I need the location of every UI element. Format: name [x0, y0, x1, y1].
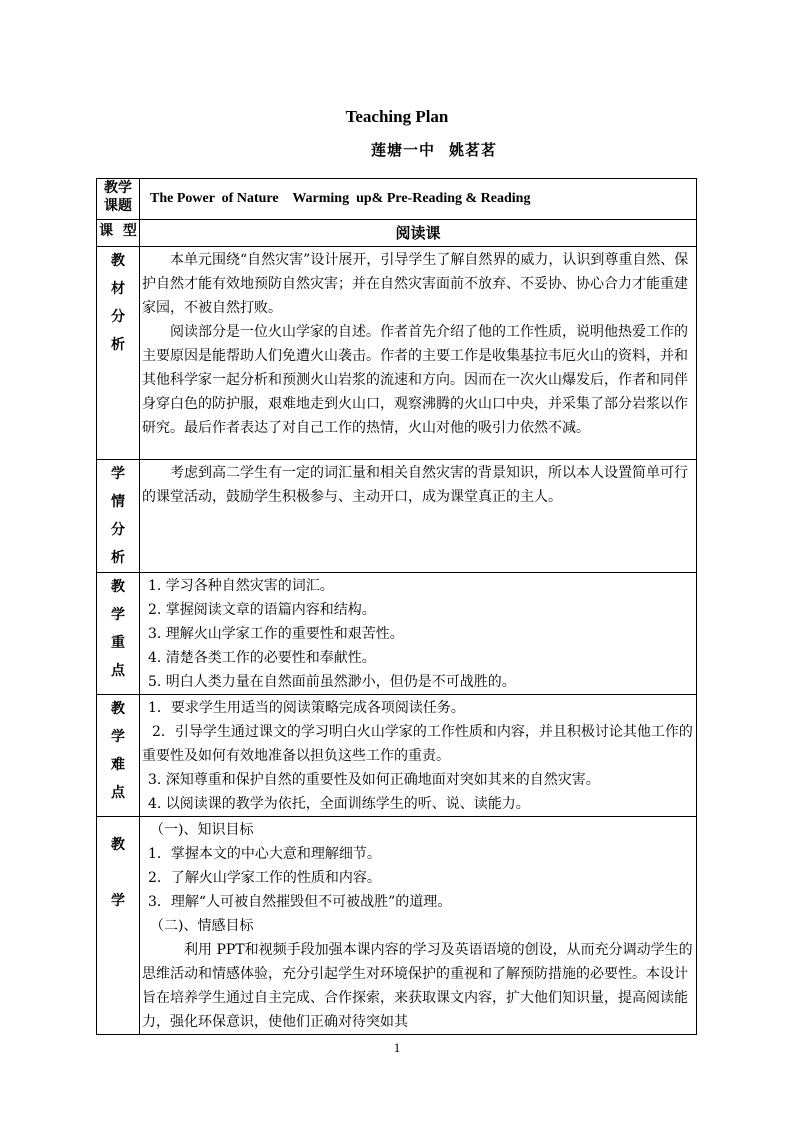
objectives-section1-title: （一)、知识目标 — [150, 822, 254, 838]
key-points-label: 教 学 重 点 — [97, 573, 140, 695]
row-objectives — [97, 817, 697, 1035]
key-point-item: 3. 理解火山学家工作的重要性和艰苦性。 — [148, 626, 404, 642]
difficulties-label: 教 学 难 点 — [97, 695, 140, 817]
objectives-cell — [140, 817, 697, 1035]
author-name: 姚茗茗 — [449, 141, 498, 159]
difficulty-item: 4. 以阅读课的教学为依托，全面训练学生的听、说、读能力。 — [148, 796, 530, 812]
material-cell — [140, 247, 697, 460]
topic-label: 教学 课题 — [97, 179, 140, 220]
difficulty-item: 1．要求学生用适当的阅读策略完成各项阅读任务。 — [148, 700, 465, 716]
topic-value: The Power of Nature Warming up& Pre-Reading & Reading — [150, 191, 531, 206]
material-label: 教 材 分 析 — [97, 247, 140, 460]
objective-item: 3．理解“人可被自然摧毁但不可被战胜”的道理。 — [148, 894, 452, 910]
type-cell — [140, 220, 697, 247]
objectives-section2-paragraph: 利用 PPT和视频手段加强本课内容的学习及英语语境的创设，从而充分调动学生的思维活动和情感体验，充分引起学生对环境保护的重视和了解预防措施的必要性。本设计旨在培养学生通过自主完成、合作探索，来获取课文内容，扩大他们知识量，提高阅读能力，强化环保意识，使他们正确对待突如其 — [142, 942, 693, 1030]
row-difficulties — [97, 695, 697, 817]
row-student-analysis — [97, 460, 697, 573]
difficulties-cell — [140, 695, 697, 817]
objective-item: 2．了解火山学家工作的性质和内容。 — [148, 870, 381, 886]
students-paragraph: 考虑到高二学生有一定的词汇量和相关自然灾害的背景知识，所以本人设置简单可行的课堂活动，鼓励学生积极参与、主动开口，成为课堂真正的主人。 — [142, 465, 688, 505]
key-point-item: 1. 学习各种自然灾害的词汇。 — [148, 578, 334, 594]
objectives-section2-title: （二)、情感目标 — [150, 918, 254, 934]
key-point-item: 5. 明白人类力量在自然面前虽然渺小，但仍是不可战胜的。 — [148, 674, 516, 690]
material-paragraph-1: 本单元围绕“自然灾害”设计展开，引导学生了解自然界的威力，认识到尊重自然、保护自然才能有效地预防自然灾害；并在自然灾害面前不放弃、不妥协、协心合力才能重建家园，不被自然打败。 — [142, 252, 689, 316]
row-type — [97, 220, 697, 247]
key-point-item: 2. 掌握阅读文章的语篇内容和结构。 — [148, 602, 376, 618]
type-value: 阅读课 — [395, 224, 441, 242]
key-point-item: 4. 清楚各类工作的必要性和奉献性。 — [148, 650, 376, 666]
document-title: Teaching Plan — [345, 107, 449, 126]
row-key-points — [97, 573, 697, 695]
school-name: 莲塘一中 — [370, 141, 435, 159]
author-line — [0, 139, 794, 160]
difficulty-item: 2．引导学生通过课文的学习明白火山学家的工作性质和内容，并且积极讨论其他工作的重要性及如何有效地准备以担负这些工作的重责。 — [142, 724, 693, 764]
row-material-analysis — [97, 247, 697, 460]
topic-cell — [140, 179, 697, 220]
row-topic — [97, 179, 697, 220]
objectives-label: 教 学 — [97, 817, 140, 1035]
type-label: 课 型 — [97, 220, 140, 247]
difficulty-item: 3. 深知尊重和保护自然的重要性及如何正确地面对突如其来的自然灾害。 — [148, 772, 600, 788]
teaching-plan-table — [96, 178, 697, 1035]
objective-item: 1．掌握本文的中心大意和理解细节。 — [148, 846, 381, 862]
students-cell — [140, 460, 697, 573]
page-number: 1 — [393, 1040, 401, 1055]
key-points-cell — [140, 573, 697, 695]
material-paragraph-2: 阅读部分是一位火山学家的自述。作者首先介绍了他的工作性质，说明他热爱工作的主要原因是能帮助人们免遭火山袭击。作者的主要工作是收集基拉韦厄火山的资料，并和其他科学家一起分析和预测火山岩浆的流速和方向。因而在一次火山爆发后，作者和同伴身穿白色的防护服，艰难地走到火山口，观察沸腾的火山口中央，并采集了部分岩浆以作研究。最后作者表达了对自己工作的热情，火山对他的吸引力依然不减。 — [142, 324, 688, 436]
students-label: 学 情 分 析 — [97, 460, 140, 573]
